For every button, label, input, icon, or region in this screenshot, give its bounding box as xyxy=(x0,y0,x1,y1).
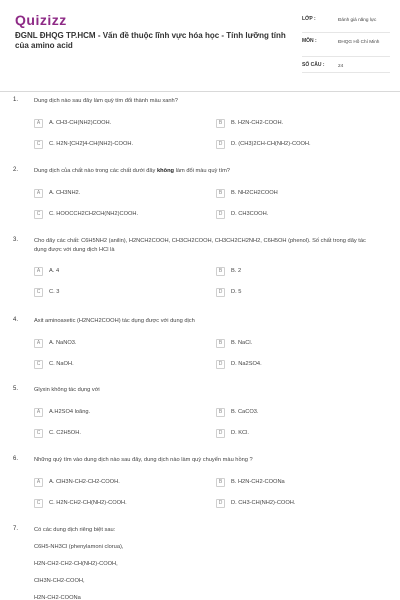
option-letter-box: D xyxy=(216,288,225,297)
question-text: Axit aminoaxetic (H2NCH2COOH) tác dụng được với dung dịch xyxy=(34,318,195,324)
question-line: C6H5-NH3Cl (phenylamoni clorua), xyxy=(34,544,124,550)
option-letter-box: C xyxy=(34,140,43,149)
question-number: 1. xyxy=(13,97,19,103)
question-text: Có các dung dịch riêng biệt sau: xyxy=(34,527,116,533)
option-text: D. CH3COOH. xyxy=(231,211,269,217)
option-a[interactable] xyxy=(34,337,184,351)
option-letter-box: C xyxy=(34,429,43,438)
option-text: D. (CH3)2CH-CH(NH2)-COOH. xyxy=(231,141,311,147)
option-text: B. NaCl. xyxy=(231,340,253,346)
option-text: B. H2N-CH2-COONa xyxy=(231,479,285,485)
question-number: 2. xyxy=(13,167,19,173)
option-letter-box: A xyxy=(34,408,43,417)
worksheet-meta xyxy=(302,13,390,73)
option-c[interactable] xyxy=(34,286,184,300)
option-text: B. NH2CH2COOH xyxy=(231,190,278,196)
meta-value: ĐHQG Hồ Chí Minh xyxy=(338,39,380,44)
option-b[interactable] xyxy=(216,265,366,279)
option-text: D. Na2SO4. xyxy=(231,361,262,367)
meta-label: SỐ CÂU : xyxy=(302,62,325,68)
option-letter-box: D xyxy=(216,210,225,219)
option-b[interactable] xyxy=(216,406,366,420)
question-line: ClH3N-CH2-COOH, xyxy=(34,578,85,584)
question-number: 6. xyxy=(13,456,19,462)
option-text: C. 3 xyxy=(49,289,60,295)
option-d[interactable] xyxy=(216,358,366,372)
option-letter-box: B xyxy=(216,408,225,417)
option-c[interactable] xyxy=(34,358,184,372)
option-a[interactable] xyxy=(34,117,184,131)
option-text: D. CH3-CH(NH2)-COOH. xyxy=(231,500,296,506)
option-d[interactable] xyxy=(216,208,366,222)
question-text: Cho dãy các chất: C6H5NH2 (anilin), H2NCH2COOH, CH3CH2COOH, CH3CH2CH2NH2, C6H5OH (phenol). Số chất trong dãy tác dụng được với dung dịch HCl là xyxy=(34,238,366,253)
option-text: C. NaOH. xyxy=(49,361,74,367)
question-number: 5. xyxy=(13,386,19,392)
option-letter-box: C xyxy=(34,288,43,297)
option-b[interactable] xyxy=(216,117,366,131)
question-text: Glyxin không tác dụng với xyxy=(34,387,100,393)
option-letter-box: C xyxy=(34,499,43,508)
option-text: A.H2SO4 loãng. xyxy=(49,409,91,415)
option-text: A. 4 xyxy=(49,268,60,274)
meta-row-class xyxy=(302,13,390,33)
option-letter-box: D xyxy=(216,360,225,369)
option-text: C. HOOCCH2CH2CH(NH2)COOH. xyxy=(49,211,139,217)
question-line: H2N-CH2-CH2-CH(NH2)-COOH, xyxy=(34,561,118,567)
question-text-part: làm đổi màu quỳ tím? xyxy=(174,168,230,174)
worksheet-title: ĐGNL ĐHQG TP.HCM - Vấn đề thuộc lĩnh vực hóa học - Tính lưỡng tính của amino acid xyxy=(15,31,286,50)
option-letter-box: B xyxy=(216,189,225,198)
question-text-part: Dung dịch của chất nào trong các chất dưới đây xyxy=(34,168,157,174)
option-d[interactable] xyxy=(216,497,366,511)
option-a[interactable] xyxy=(34,476,184,490)
option-c[interactable] xyxy=(34,138,184,152)
option-c[interactable] xyxy=(34,427,184,441)
question-line: H2N-CH2-COONa xyxy=(34,595,81,600)
meta-label: LỚP : xyxy=(302,16,316,22)
question-number: 7. xyxy=(13,526,19,532)
option-letter-box: A xyxy=(34,267,43,276)
option-letter-box: B xyxy=(216,478,225,487)
option-letter-box: D xyxy=(216,499,225,508)
option-d[interactable] xyxy=(216,427,366,441)
option-a[interactable] xyxy=(34,406,184,420)
option-letter-box: A xyxy=(34,189,43,198)
option-text: C. H2N-[CH2]4-CH(NH2)-COOH. xyxy=(49,141,134,147)
option-text: B. 2 xyxy=(231,268,242,274)
option-text: A. NaNO3. xyxy=(49,340,77,346)
meta-value: Đánh giá năng lực xyxy=(338,17,377,22)
worksheet-header xyxy=(0,0,400,92)
meta-value: 24 xyxy=(338,63,344,68)
option-a[interactable] xyxy=(34,265,184,279)
meta-row-subject xyxy=(302,33,390,57)
option-a[interactable] xyxy=(34,187,184,201)
option-letter-box: B xyxy=(216,267,225,276)
question-text-emphasis: không xyxy=(156,168,175,174)
option-b[interactable] xyxy=(216,337,366,351)
option-b[interactable] xyxy=(216,187,366,201)
option-letter-box: C xyxy=(34,210,43,219)
option-letter-box: B xyxy=(216,339,225,348)
option-text: B. H2N-CH2-COOH. xyxy=(231,120,284,126)
option-letter-box: C xyxy=(34,360,43,369)
option-letter-box: A xyxy=(34,119,43,128)
option-text: D. 5 xyxy=(231,289,242,295)
question-text xyxy=(34,167,380,176)
option-text: D. KCl. xyxy=(231,430,250,436)
option-letter-box: A xyxy=(34,339,43,348)
option-c[interactable] xyxy=(34,208,184,222)
quizizz-logo: Quizizz xyxy=(15,12,67,28)
option-text: A. ClH3N-CH2-CH2-COOH. xyxy=(49,479,120,485)
question-text: Dung dịch nào sau đây làm quỳ tím đổi thành màu xanh? xyxy=(34,98,178,104)
option-text: B. CaCO3. xyxy=(231,409,259,415)
option-letter-box: A xyxy=(34,478,43,487)
option-b[interactable] xyxy=(216,476,366,490)
option-letter-box: D xyxy=(216,429,225,438)
question-number: 4. xyxy=(13,317,19,323)
option-text: A. CH3-CH(NH2)COOH. xyxy=(49,120,112,126)
option-letter-box: B xyxy=(216,119,225,128)
option-text: C. C2H5OH. xyxy=(49,430,81,436)
option-c[interactable] xyxy=(34,497,184,511)
question-number: 3. xyxy=(13,237,19,243)
option-letter-box: D xyxy=(216,140,225,149)
meta-label: MÔN : xyxy=(302,38,317,44)
option-d[interactable] xyxy=(216,138,366,152)
question-text: Những quỳ tím vào dung dịch nào sau đây, dung dịch nào làm quỳ chuyển màu hồng ? xyxy=(34,457,253,463)
option-d[interactable] xyxy=(216,286,366,300)
option-text: A. CH3NH2. xyxy=(49,190,81,196)
meta-row-count xyxy=(302,57,390,73)
option-text: C. H2N-CH2-CH(NH2)-COOH. xyxy=(49,500,127,506)
